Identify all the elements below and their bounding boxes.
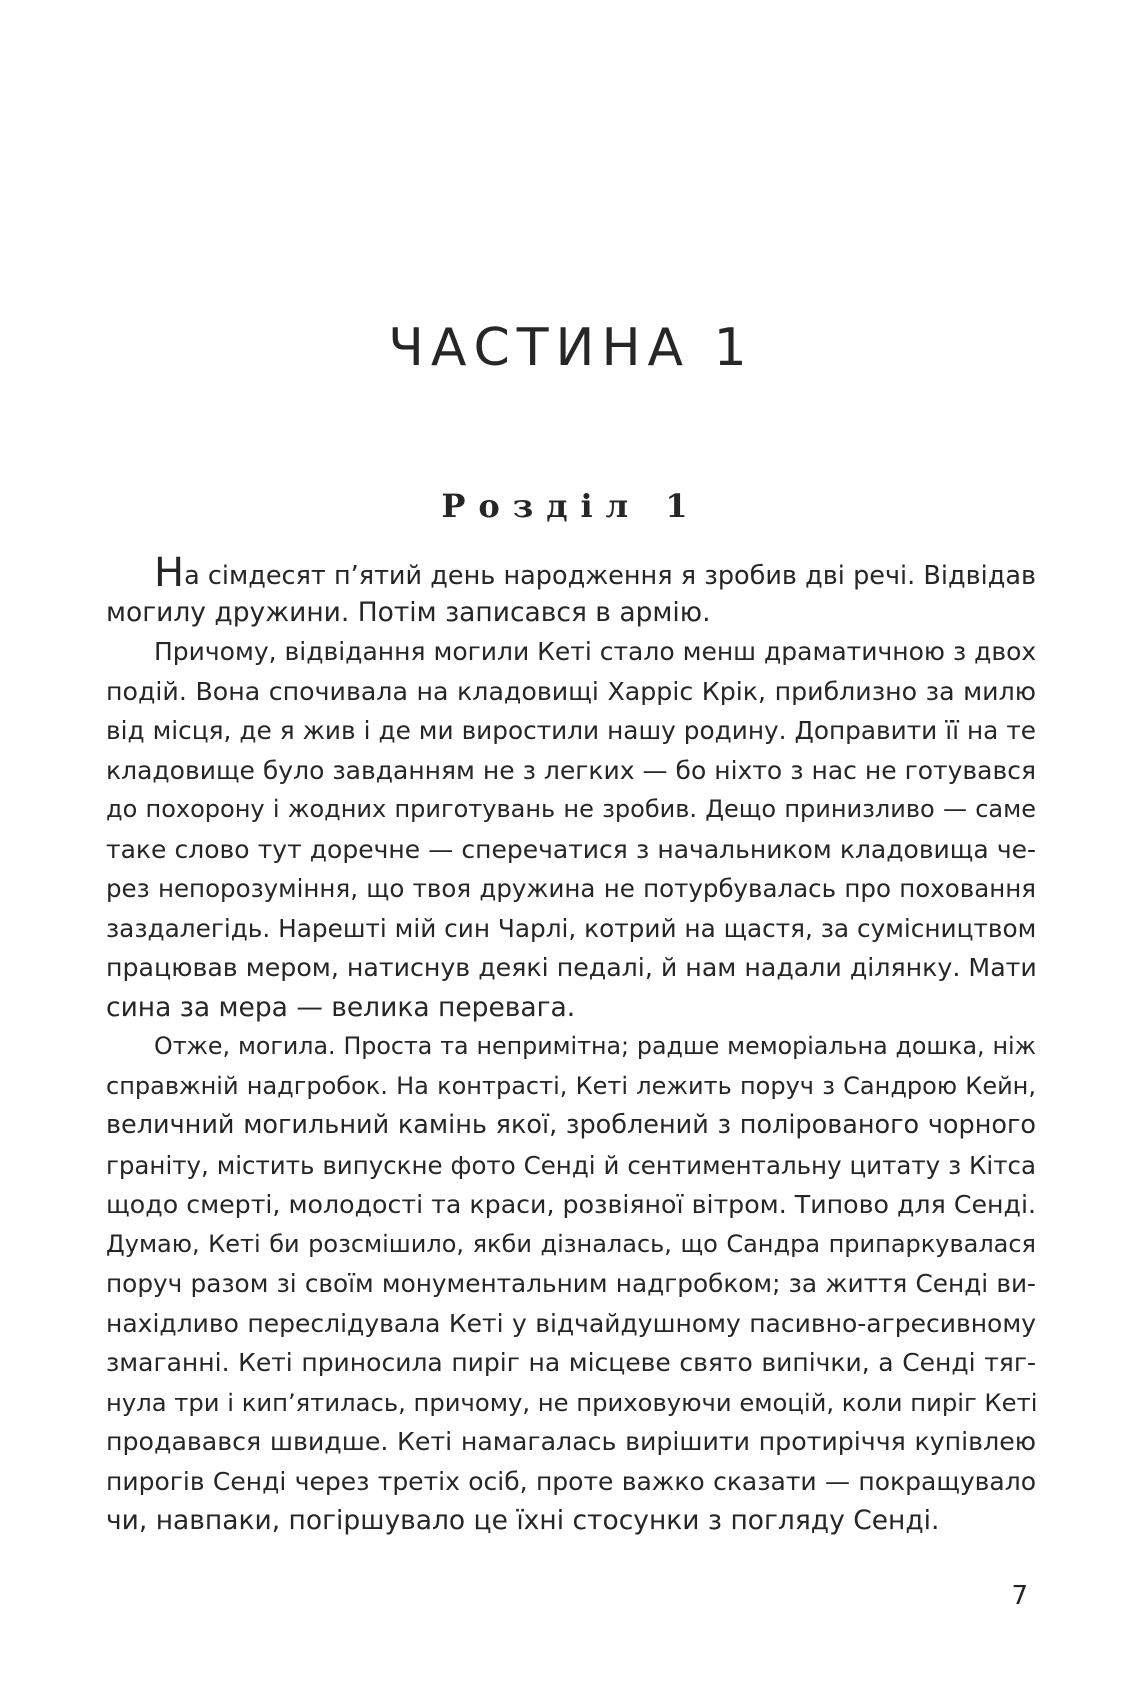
text-line: граніту, містить випускне фото Сенді й сентиментальну цитату з Кітса	[106, 1150, 1036, 1180]
text-line: пирогів Сенді через третіх осіб, проте важко сказати — покращувало	[106, 1466, 1036, 1496]
text-line: подій. Вона спочивала на кладовищі Харріс Крік, приблизно за милю	[106, 676, 1036, 706]
text-line: від місця, де я жив і де ми виростили нашу родину. Доправити її на те	[106, 716, 1036, 745]
text-line: працював мером, натиснув деякі педалі, й нам надали ділянку. Мати	[106, 953, 1037, 982]
text-line: продавався швидше. Кеті намагалась вирішити протиріччя купівлею	[106, 1427, 1036, 1456]
text-line: нахідливо переслідувала Кеті у відчайдушному пасивно-агресивному	[106, 1308, 1036, 1338]
text-line: поруч разом зі своїм монументальним надгробком; за життя Сенді ви-	[106, 1269, 1036, 1298]
text-line: кладовище було завданням не з легких — бо ніхто з нас не готувався	[106, 755, 1036, 785]
text-line: На сімдесят п’ятий день народження я зробив дві речі. Відвідав	[154, 550, 1036, 596]
text-line: чи, навпаки, погіршувало це їхні стосунки з погляду Сенді.	[106, 1505, 940, 1536]
text-line: сина за мера — велика перевага.	[106, 991, 576, 1023]
part-title: ЧАСТИНА 1	[388, 318, 754, 378]
text-line: заздалегідь. Нарешті мій син Чарлі, котрий на щастя, за сумісництвом	[106, 913, 1037, 943]
text-line: таке слово тут доречне — сперечатися з начальником кладовища че-	[106, 834, 1036, 864]
text-line: нула три і кип’ятилась, причому, не приховуючи емоцій, коли пиріг Кеті	[106, 1387, 1038, 1417]
page-number: 7	[1011, 1581, 1028, 1611]
text-line: Думаю, Кеті би розсмішило, якби дізналась, що Сандра припаркувалася	[106, 1229, 1036, 1258]
text-line: щодо смерті, молодості та краси, розвіяної вітром. Типово для Сенді.	[106, 1190, 1036, 1219]
text-line: могилу дружини. Потім записався в армію.	[106, 596, 711, 628]
chapter-title: Розділ 1	[441, 487, 701, 525]
drop-cap: Н	[154, 550, 185, 596]
body-text	[106, 550, 1038, 1541]
text-line: рез непорозуміння, що твоя дружина не потурбувалась про поховання	[106, 874, 1036, 903]
text-line: змаганні. Кеті приносила пиріг на місцеве свято випічки, а Сенді тяг-	[106, 1348, 1036, 1377]
text-line: Причому, відвідання могили Кеті стало менш драматичною з двох	[154, 637, 1037, 666]
text-line: справжній надгробок. На контрасті, Кеті лежить поруч з Сандрою Кейн,	[106, 1071, 1036, 1100]
text-line: до похорону і жодних приготувань не зробив. Дещо принизливо — саме	[106, 795, 1036, 823]
text-line: Отже, могила. Проста та непримітна; радше меморіальна дошка, ніж	[154, 1032, 1036, 1060]
text-line: величний могильний камінь якої, зроблений з полірованого чорного	[106, 1110, 1036, 1140]
